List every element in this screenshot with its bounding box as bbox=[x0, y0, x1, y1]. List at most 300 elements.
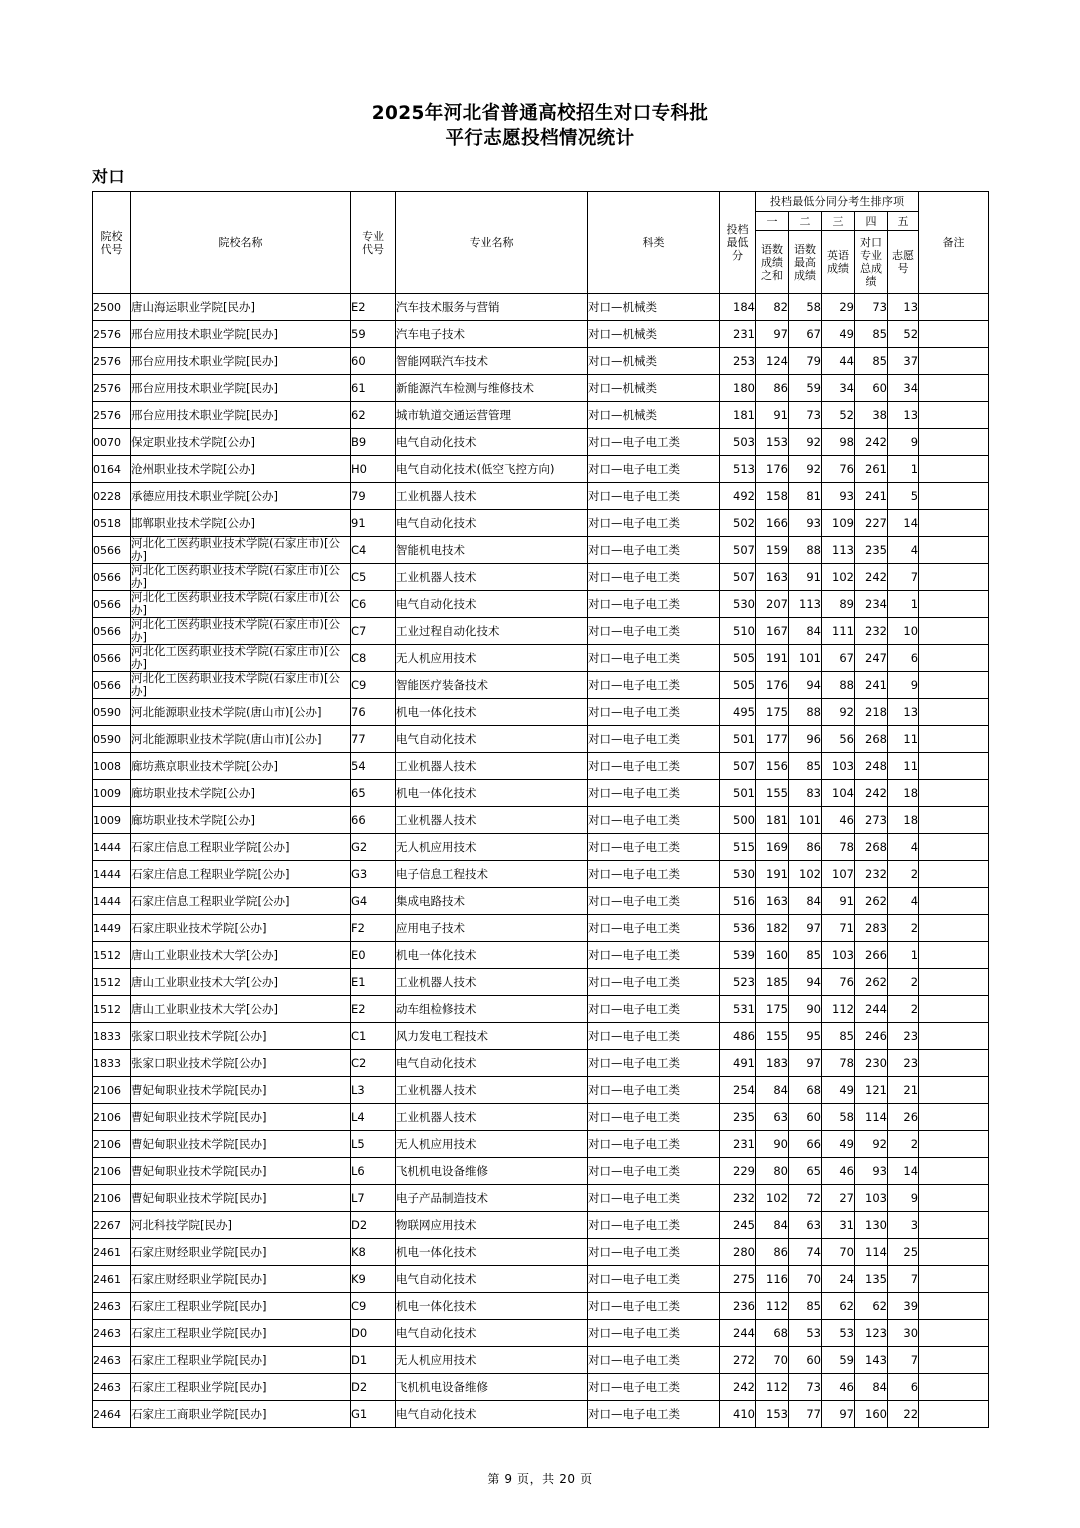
cell-major-code: C1 bbox=[351, 1023, 396, 1050]
cell-rank-3: 67 bbox=[822, 645, 855, 672]
cell-major-name: 无人机应用技术 bbox=[396, 834, 588, 861]
cell-school-name: 张家口职业技术学院[公办] bbox=[131, 1023, 351, 1050]
cell-school-name: 邢台应用技术职业学院[民办] bbox=[131, 375, 351, 402]
cell-school-code: 0566 bbox=[93, 537, 131, 564]
cell-school-name: 石家庄信息工程职业学院[公办] bbox=[131, 861, 351, 888]
cell-rank-1: 84 bbox=[756, 1077, 789, 1104]
cell-major-code: C7 bbox=[351, 618, 396, 645]
cell-remark bbox=[919, 294, 989, 321]
th-rank-3: 三 bbox=[822, 212, 855, 231]
cell-category: 对口—电子电工类 bbox=[588, 1050, 720, 1077]
cell-category: 对口—电子电工类 bbox=[588, 780, 720, 807]
cell-major-code: D2 bbox=[351, 1212, 396, 1239]
cell-school-name: 廊坊职业技术学院[公办] bbox=[131, 780, 351, 807]
cell-rank-5: 23 bbox=[888, 1050, 919, 1077]
cell-school-code: 0228 bbox=[93, 483, 131, 510]
cell-rank-1: 176 bbox=[756, 672, 789, 699]
cell-rank-2: 85 bbox=[789, 1293, 822, 1320]
cell-major-code: 59 bbox=[351, 321, 396, 348]
title-line-1: 2025年河北省普通高校招生对口专科批 bbox=[371, 103, 709, 124]
cell-school-name: 曹妃甸职业技术学院[民办] bbox=[131, 1185, 351, 1212]
cell-rank-3: 102 bbox=[822, 564, 855, 591]
cell-school-code: 2463 bbox=[93, 1374, 131, 1401]
cell-rank-5: 11 bbox=[888, 753, 919, 780]
cell-rank-2: 101 bbox=[789, 807, 822, 834]
cell-school-name: 石家庄财经职业学院[民办] bbox=[131, 1266, 351, 1293]
cell-rank-2: 93 bbox=[789, 510, 822, 537]
cell-min-score: 539 bbox=[720, 942, 756, 969]
cell-major-name: 工业机器人技术 bbox=[396, 1077, 588, 1104]
cell-rank-4: 248 bbox=[855, 753, 888, 780]
cell-rank-5: 6 bbox=[888, 645, 919, 672]
cell-major-code: L4 bbox=[351, 1104, 396, 1131]
cell-remark bbox=[919, 1239, 989, 1266]
cell-rank-4: 62 bbox=[855, 1293, 888, 1320]
cell-school-code: 2106 bbox=[93, 1185, 131, 1212]
cell-category: 对口—电子电工类 bbox=[588, 996, 720, 1023]
cell-rank-5: 18 bbox=[888, 780, 919, 807]
cell-rank-3: 56 bbox=[822, 726, 855, 753]
cell-rank-4: 235 bbox=[855, 537, 888, 564]
cell-min-score: 272 bbox=[720, 1347, 756, 1374]
cell-school-name: 石家庄工程职业学院[民办] bbox=[131, 1374, 351, 1401]
table-row bbox=[93, 1401, 989, 1428]
cell-min-score: 180 bbox=[720, 375, 756, 402]
cell-rank-4: 160 bbox=[855, 1401, 888, 1428]
cell-major-code: F2 bbox=[351, 915, 396, 942]
cell-major-code: L6 bbox=[351, 1158, 396, 1185]
cell-rank-1: 116 bbox=[756, 1266, 789, 1293]
cell-school-name: 河北能源职业技术学院(唐山市)[公办] bbox=[131, 726, 351, 753]
cell-major-code: G4 bbox=[351, 888, 396, 915]
table-row bbox=[93, 1158, 989, 1185]
cell-rank-2: 81 bbox=[789, 483, 822, 510]
table-row bbox=[93, 375, 989, 402]
cell-major-name: 电气自动化技术 bbox=[396, 1401, 588, 1428]
cell-school-code: 2106 bbox=[93, 1104, 131, 1131]
cell-school-name: 河北化工医药职业技术学院(石家庄市)[公办] bbox=[131, 591, 351, 618]
cell-remark bbox=[919, 375, 989, 402]
cell-rank-1: 156 bbox=[756, 753, 789, 780]
cell-rank-3: 111 bbox=[822, 618, 855, 645]
cell-rank-1: 166 bbox=[756, 510, 789, 537]
cell-remark bbox=[919, 564, 989, 591]
cell-rank-3: 112 bbox=[822, 996, 855, 1023]
cell-rank-2: 53 bbox=[789, 1320, 822, 1347]
cell-school-code: 0566 bbox=[93, 591, 131, 618]
cell-rank-3: 78 bbox=[822, 834, 855, 861]
table-row bbox=[93, 564, 989, 591]
cell-rank-1: 112 bbox=[756, 1374, 789, 1401]
cell-major-code: G2 bbox=[351, 834, 396, 861]
cell-rank-1: 177 bbox=[756, 726, 789, 753]
cell-major-code: L5 bbox=[351, 1131, 396, 1158]
cell-school-code: 2463 bbox=[93, 1320, 131, 1347]
cell-rank-5: 13 bbox=[888, 402, 919, 429]
cell-school-code: 2267 bbox=[93, 1212, 131, 1239]
cell-rank-4: 241 bbox=[855, 483, 888, 510]
cell-school-code: 2106 bbox=[93, 1158, 131, 1185]
cell-min-score: 523 bbox=[720, 969, 756, 996]
cell-major-code: D0 bbox=[351, 1320, 396, 1347]
table-row bbox=[93, 1320, 989, 1347]
cell-remark bbox=[919, 1131, 989, 1158]
table-row bbox=[93, 780, 989, 807]
cell-major-name: 新能源汽车检测与维修技术 bbox=[396, 375, 588, 402]
cell-major-name: 汽车电子技术 bbox=[396, 321, 588, 348]
cell-rank-3: 71 bbox=[822, 915, 855, 942]
cell-major-code: E1 bbox=[351, 969, 396, 996]
cell-rank-1: 175 bbox=[756, 699, 789, 726]
table-row bbox=[93, 861, 989, 888]
table-row bbox=[93, 1050, 989, 1077]
th-rank-2: 二 bbox=[789, 212, 822, 231]
cell-rank-4: 227 bbox=[855, 510, 888, 537]
cell-rank-2: 113 bbox=[789, 591, 822, 618]
cell-rank-5: 7 bbox=[888, 1347, 919, 1374]
cell-major-code: C9 bbox=[351, 672, 396, 699]
table-row bbox=[93, 834, 989, 861]
cell-category: 对口—电子电工类 bbox=[588, 1320, 720, 1347]
cell-remark bbox=[919, 699, 989, 726]
cell-min-score: 280 bbox=[720, 1239, 756, 1266]
cell-rank-2: 84 bbox=[789, 618, 822, 645]
cell-min-score: 507 bbox=[720, 537, 756, 564]
cell-category: 对口—电子电工类 bbox=[588, 807, 720, 834]
cell-major-name: 智能机电技术 bbox=[396, 537, 588, 564]
cell-school-code: 2576 bbox=[93, 348, 131, 375]
cell-rank-5: 2 bbox=[888, 861, 919, 888]
cell-rank-3: 98 bbox=[822, 429, 855, 456]
cell-remark bbox=[919, 1401, 989, 1428]
cell-rank-3: 109 bbox=[822, 510, 855, 537]
table-row bbox=[93, 294, 989, 321]
cell-rank-1: 124 bbox=[756, 348, 789, 375]
cell-rank-4: 135 bbox=[855, 1266, 888, 1293]
cell-rank-5: 14 bbox=[888, 1158, 919, 1185]
cell-school-code: 0566 bbox=[93, 564, 131, 591]
cell-rank-3: 31 bbox=[822, 1212, 855, 1239]
table-row bbox=[93, 348, 989, 375]
cell-rank-2: 58 bbox=[789, 294, 822, 321]
cell-rank-4: 130 bbox=[855, 1212, 888, 1239]
cell-rank-2: 92 bbox=[789, 456, 822, 483]
cell-rank-2: 60 bbox=[789, 1104, 822, 1131]
cell-school-name: 河北化工医药职业技术学院(石家庄市)[公办] bbox=[131, 672, 351, 699]
cell-rank-2: 73 bbox=[789, 1374, 822, 1401]
th-major-code-l2: 代号 bbox=[362, 242, 384, 256]
cell-min-score: 501 bbox=[720, 726, 756, 753]
cell-school-code: 2461 bbox=[93, 1239, 131, 1266]
cell-min-score: 491 bbox=[720, 1050, 756, 1077]
cell-min-score: 503 bbox=[720, 429, 756, 456]
cell-min-score: 245 bbox=[720, 1212, 756, 1239]
cell-remark bbox=[919, 1104, 989, 1131]
cell-min-score: 184 bbox=[720, 294, 756, 321]
cell-major-code: 79 bbox=[351, 483, 396, 510]
cell-rank-2: 68 bbox=[789, 1077, 822, 1104]
cell-rank-2: 79 bbox=[789, 348, 822, 375]
cell-category: 对口—电子电工类 bbox=[588, 537, 720, 564]
cell-rank-5: 39 bbox=[888, 1293, 919, 1320]
cell-major-code: L7 bbox=[351, 1185, 396, 1212]
cell-major-name: 应用电子技术 bbox=[396, 915, 588, 942]
cell-remark bbox=[919, 510, 989, 537]
cell-school-name: 河北化工医药职业技术学院(石家庄市)[公办] bbox=[131, 645, 351, 672]
cell-min-score: 536 bbox=[720, 915, 756, 942]
table-row bbox=[93, 1185, 989, 1212]
cell-rank-5: 1 bbox=[888, 456, 919, 483]
statistics-table-wrapper bbox=[92, 191, 988, 1428]
cell-rank-2: 97 bbox=[789, 915, 822, 942]
cell-rank-2: 96 bbox=[789, 726, 822, 753]
cell-major-name: 电气自动化技术 bbox=[396, 591, 588, 618]
cell-min-score: 231 bbox=[720, 1131, 756, 1158]
cell-remark bbox=[919, 591, 989, 618]
cell-school-name: 邢台应用技术职业学院[民办] bbox=[131, 402, 351, 429]
cell-school-name: 唐山工业职业技术大学[公办] bbox=[131, 996, 351, 1023]
cell-rank-1: 163 bbox=[756, 888, 789, 915]
cell-school-name: 石家庄财经职业学院[民办] bbox=[131, 1239, 351, 1266]
cell-school-name: 承德应用技术职业学院[公办] bbox=[131, 483, 351, 510]
cell-rank-4: 218 bbox=[855, 699, 888, 726]
cell-school-code: 1449 bbox=[93, 915, 131, 942]
cell-rank-5: 1 bbox=[888, 942, 919, 969]
cell-major-name: 风力发电工程技术 bbox=[396, 1023, 588, 1050]
th-min-score bbox=[720, 192, 756, 294]
th-rank-4: 四 bbox=[855, 212, 888, 231]
cell-rank-4: 262 bbox=[855, 888, 888, 915]
cell-school-code: 2463 bbox=[93, 1347, 131, 1374]
cell-school-code: 0518 bbox=[93, 510, 131, 537]
cell-school-name: 河北化工医药职业技术学院(石家庄市)[公办] bbox=[131, 537, 351, 564]
th-school-code-l2: 代号 bbox=[100, 242, 123, 256]
cell-major-code: E2 bbox=[351, 294, 396, 321]
cell-rank-2: 77 bbox=[789, 1401, 822, 1428]
cell-rank-3: 44 bbox=[822, 348, 855, 375]
th-category: 科类 bbox=[588, 192, 720, 294]
cell-rank-3: 52 bbox=[822, 402, 855, 429]
cell-rank-2: 74 bbox=[789, 1239, 822, 1266]
th-rank-5: 五 bbox=[888, 212, 919, 231]
cell-rank-4: 93 bbox=[855, 1158, 888, 1185]
cell-school-name: 河北能源职业技术学院(唐山市)[公办] bbox=[131, 699, 351, 726]
table-row bbox=[93, 915, 989, 942]
cell-school-code: 1008 bbox=[93, 753, 131, 780]
cell-category: 对口—电子电工类 bbox=[588, 1266, 720, 1293]
cell-min-score: 254 bbox=[720, 1077, 756, 1104]
th-school-code bbox=[93, 192, 131, 294]
cell-rank-4: 244 bbox=[855, 996, 888, 1023]
cell-category: 对口—电子电工类 bbox=[588, 645, 720, 672]
cell-remark bbox=[919, 726, 989, 753]
cell-category: 对口—电子电工类 bbox=[588, 564, 720, 591]
cell-remark bbox=[919, 348, 989, 375]
cell-school-code: 0590 bbox=[93, 699, 131, 726]
cell-category: 对口—电子电工类 bbox=[588, 1077, 720, 1104]
cell-rank-5: 13 bbox=[888, 294, 919, 321]
cell-rank-2: 88 bbox=[789, 537, 822, 564]
cell-major-code: G1 bbox=[351, 1401, 396, 1428]
cell-remark bbox=[919, 888, 989, 915]
cell-remark bbox=[919, 645, 989, 672]
th-sub-sum-chinese-math: 语数成绩之和 bbox=[756, 231, 789, 294]
table-row bbox=[93, 537, 989, 564]
cell-school-name: 唐山工业职业技术大学[公办] bbox=[131, 969, 351, 996]
title-line-2: 平行志愿投档情况统计 bbox=[445, 128, 635, 149]
cell-category: 对口—电子电工类 bbox=[588, 915, 720, 942]
cell-school-code: 2576 bbox=[93, 375, 131, 402]
cell-category: 对口—电子电工类 bbox=[588, 888, 720, 915]
cell-remark bbox=[919, 1212, 989, 1239]
cell-rank-4: 92 bbox=[855, 1131, 888, 1158]
cell-rank-3: 76 bbox=[822, 456, 855, 483]
cell-school-code: 0164 bbox=[93, 456, 131, 483]
cell-school-name: 曹妃甸职业技术学院[民办] bbox=[131, 1131, 351, 1158]
cell-school-name: 张家口职业技术学院[公办] bbox=[131, 1050, 351, 1077]
cell-rank-4: 114 bbox=[855, 1239, 888, 1266]
cell-school-name: 廊坊职业技术学院[公办] bbox=[131, 807, 351, 834]
cell-rank-5: 2 bbox=[888, 915, 919, 942]
th-remark: 备注 bbox=[919, 192, 989, 294]
cell-rank-5: 9 bbox=[888, 429, 919, 456]
cell-major-name: 集成电路技术 bbox=[396, 888, 588, 915]
th-min-score-l3: 分 bbox=[732, 249, 743, 262]
th-school-name: 院校名称 bbox=[131, 192, 351, 294]
cell-major-code: B9 bbox=[351, 429, 396, 456]
cell-rank-3: 49 bbox=[822, 1131, 855, 1158]
cell-min-score: 510 bbox=[720, 618, 756, 645]
cell-rank-5: 23 bbox=[888, 1023, 919, 1050]
cell-school-name: 沧州职业技术学院[公办] bbox=[131, 456, 351, 483]
cell-category: 对口—电子电工类 bbox=[588, 456, 720, 483]
cell-school-code: 0070 bbox=[93, 429, 131, 456]
cell-school-code: 0566 bbox=[93, 672, 131, 699]
cell-min-score: 501 bbox=[720, 780, 756, 807]
cell-min-score: 492 bbox=[720, 483, 756, 510]
cell-rank-1: 84 bbox=[756, 1212, 789, 1239]
cell-category: 对口—电子电工类 bbox=[588, 1239, 720, 1266]
cell-school-name: 邢台应用技术职业学院[民办] bbox=[131, 321, 351, 348]
cell-school-name: 曹妃甸职业技术学院[民办] bbox=[131, 1158, 351, 1185]
cell-school-name: 石家庄工程职业学院[民办] bbox=[131, 1293, 351, 1320]
cell-major-name: 工业机器人技术 bbox=[396, 807, 588, 834]
cell-category: 对口—电子电工类 bbox=[588, 1347, 720, 1374]
table-body bbox=[93, 294, 989, 1428]
cell-category: 对口—电子电工类 bbox=[588, 1374, 720, 1401]
cell-school-code: 2464 bbox=[93, 1401, 131, 1428]
cell-major-code: C4 bbox=[351, 537, 396, 564]
cell-remark bbox=[919, 942, 989, 969]
cell-rank-1: 80 bbox=[756, 1158, 789, 1185]
cell-major-name: 电气自动化技术 bbox=[396, 1266, 588, 1293]
cell-rank-3: 89 bbox=[822, 591, 855, 618]
cell-category: 对口—电子电工类 bbox=[588, 483, 720, 510]
cell-major-code: 77 bbox=[351, 726, 396, 753]
cell-rank-5: 18 bbox=[888, 807, 919, 834]
cell-category: 对口—电子电工类 bbox=[588, 1104, 720, 1131]
page-footer: 第 9 页，共 20 页 bbox=[487, 1472, 593, 1486]
cell-major-code: G3 bbox=[351, 861, 396, 888]
cell-category: 对口—电子电工类 bbox=[588, 1131, 720, 1158]
cell-rank-1: 158 bbox=[756, 483, 789, 510]
cell-school-code: 1009 bbox=[93, 780, 131, 807]
cell-rank-1: 82 bbox=[756, 294, 789, 321]
cell-major-name: 电气自动化技术 bbox=[396, 1320, 588, 1347]
cell-remark bbox=[919, 672, 989, 699]
cell-school-code: 1833 bbox=[93, 1023, 131, 1050]
cell-remark bbox=[919, 834, 989, 861]
cell-rank-5: 2 bbox=[888, 1131, 919, 1158]
cell-min-score: 531 bbox=[720, 996, 756, 1023]
cell-rank-3: 34 bbox=[822, 375, 855, 402]
cell-category: 对口—电子电工类 bbox=[588, 753, 720, 780]
cell-rank-1: 169 bbox=[756, 834, 789, 861]
table-row bbox=[93, 1131, 989, 1158]
cell-rank-3: 46 bbox=[822, 1158, 855, 1185]
cell-rank-5: 14 bbox=[888, 510, 919, 537]
cell-category: 对口—电子电工类 bbox=[588, 1185, 720, 1212]
th-rank-1: 一 bbox=[756, 212, 789, 231]
cell-min-score: 516 bbox=[720, 888, 756, 915]
cell-rank-4: 242 bbox=[855, 780, 888, 807]
cell-rank-3: 49 bbox=[822, 321, 855, 348]
cell-rank-4: 85 bbox=[855, 321, 888, 348]
cell-remark bbox=[919, 1158, 989, 1185]
cell-rank-5: 4 bbox=[888, 537, 919, 564]
cell-remark bbox=[919, 618, 989, 645]
cell-rank-2: 97 bbox=[789, 1050, 822, 1077]
cell-rank-5: 7 bbox=[888, 564, 919, 591]
cell-major-name: 城市轨道交通运营管理 bbox=[396, 402, 588, 429]
cell-school-name: 邯郸职业技术学院[公办] bbox=[131, 510, 351, 537]
cell-major-name: 电气自动化技术 bbox=[396, 510, 588, 537]
cell-rank-5: 37 bbox=[888, 348, 919, 375]
cell-major-code: C5 bbox=[351, 564, 396, 591]
table-row bbox=[93, 645, 989, 672]
cell-major-name: 工业机器人技术 bbox=[396, 969, 588, 996]
table-row bbox=[93, 1293, 989, 1320]
cell-rank-5: 11 bbox=[888, 726, 919, 753]
cell-rank-3: 104 bbox=[822, 780, 855, 807]
th-min-score-l2: 最低 bbox=[726, 236, 749, 249]
table-row bbox=[93, 672, 989, 699]
cell-rank-2: 65 bbox=[789, 1158, 822, 1185]
cell-major-name: 电子信息工程技术 bbox=[396, 861, 588, 888]
cell-remark bbox=[919, 1347, 989, 1374]
cell-school-code: 2461 bbox=[93, 1266, 131, 1293]
cell-rank-2: 59 bbox=[789, 375, 822, 402]
cell-rank-2: 91 bbox=[789, 564, 822, 591]
cell-school-code: 0590 bbox=[93, 726, 131, 753]
th-major-code-l1: 专业 bbox=[362, 229, 384, 243]
cell-school-code: 1512 bbox=[93, 969, 131, 996]
cell-min-score: 505 bbox=[720, 672, 756, 699]
cell-rank-2: 70 bbox=[789, 1266, 822, 1293]
cell-rank-4: 232 bbox=[855, 618, 888, 645]
cell-major-name: 机电一体化技术 bbox=[396, 1293, 588, 1320]
cell-rank-5: 21 bbox=[888, 1077, 919, 1104]
cell-school-name: 河北科技学院[民办] bbox=[131, 1212, 351, 1239]
cell-major-code: C2 bbox=[351, 1050, 396, 1077]
cell-major-name: 工业过程自动化技术 bbox=[396, 618, 588, 645]
cell-rank-3: 62 bbox=[822, 1293, 855, 1320]
th-sub-max-chinese-math: 语数最高成绩 bbox=[789, 231, 822, 294]
cell-min-score: 235 bbox=[720, 1104, 756, 1131]
table-row bbox=[93, 429, 989, 456]
cell-remark bbox=[919, 483, 989, 510]
cell-rank-1: 90 bbox=[756, 1131, 789, 1158]
